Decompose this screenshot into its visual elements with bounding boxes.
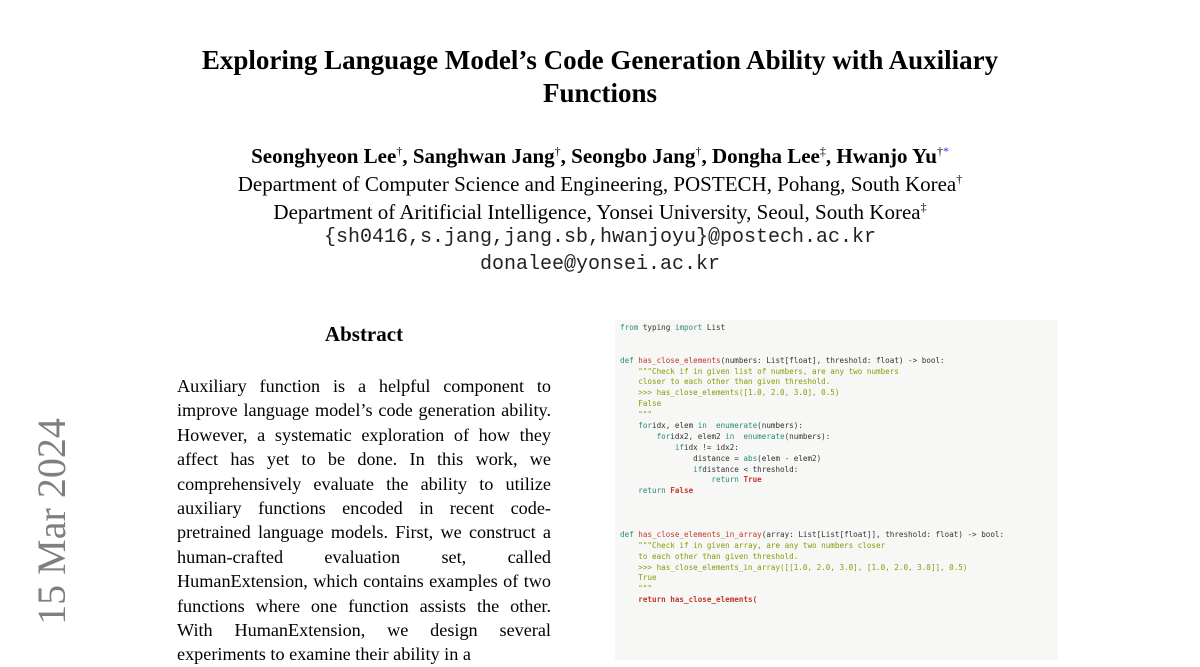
- code-token: if: [620, 464, 703, 474]
- code-token: """Check if in given array, are any two numbers closer: [620, 540, 886, 550]
- code-listing: [615, 320, 1058, 609]
- code-line: [620, 584, 1053, 595]
- affiliation-text: Department of Computer Science and Engineering, POSTECH, Pohang, South Korea: [237, 172, 957, 196]
- code-token: >>> has_close_elements([1.0, 2.0, 3.0], 0.5): [620, 388, 840, 398]
- code-line: [620, 334, 1053, 345]
- code-token: """: [620, 584, 653, 594]
- author-name: Seongbo Jang: [571, 144, 696, 168]
- code-token: idx, elem: [652, 421, 698, 431]
- code-token: in: [697, 421, 712, 431]
- code-token: for: [620, 421, 653, 431]
- arxiv-date-text: 15 Mar 2024: [28, 417, 74, 625]
- code-line: [620, 399, 1053, 410]
- abstract-text: Auxiliary function is a helpful component to improve language model’s code generation ability. However, a systematic exploration of how they affect has yet to be done. In this work, we comprehensively evaluate the ability to utilize auxiliary functions encoded in recent code-pretrained language models. First, we construct a human-crafted evaluation set, called HumanExtension, which contains examples of two functions where one function assists the other. With HumanExtension, we design several experiments to examine their ability in a: [177, 376, 551, 665]
- code-token: True: [620, 573, 657, 583]
- affiliation-2: [100, 193, 1100, 226]
- code-line: [620, 367, 1053, 378]
- code-line: [620, 563, 1053, 574]
- paper-title: [150, 44, 1050, 110]
- code-line: [620, 377, 1053, 388]
- affiliation-mark: †: [956, 172, 963, 186]
- affiliation-mark: ‡: [920, 200, 927, 214]
- code-token: idx2, elem2: [670, 431, 726, 441]
- code-figure: [615, 320, 1058, 660]
- code-token: List: [706, 323, 726, 332]
- code-token: from: [620, 323, 643, 332]
- code-token: return: [620, 486, 666, 496]
- code-token: distance =: [620, 453, 744, 463]
- code-token: has_close_elements_in_array: [638, 529, 762, 539]
- author-mark: ‡: [819, 144, 826, 158]
- email-postech: {sh0416,s.jang,jang.sb,hwanjoyu}@postech.ac.kr: [323, 226, 877, 249]
- code-line: [620, 410, 1053, 421]
- code-token: in: [725, 431, 739, 441]
- code-token: def: [620, 355, 639, 365]
- author-name: Seonghyeon Lee: [251, 144, 397, 168]
- code-token: (array: List[List[float]], threshold: float) -> bool:: [761, 529, 1005, 539]
- code-line: [620, 475, 1053, 486]
- code-token: False: [620, 399, 662, 409]
- corresponding-author-link[interactable]: *: [942, 144, 949, 158]
- code-token: to each other than given threshold.: [620, 551, 799, 561]
- code-token: if: [620, 442, 685, 452]
- code-line: [620, 432, 1053, 443]
- code-token: (elem - elem2): [757, 453, 822, 463]
- arxiv-date-stamp: [30, 414, 72, 628]
- code-line: [620, 323, 1053, 334]
- author-mark: †: [396, 144, 403, 158]
- code-token: (numbers):: [757, 421, 803, 431]
- code-line: [620, 552, 1053, 563]
- code-line: [620, 388, 1053, 399]
- code-line: [620, 356, 1053, 367]
- code-line: [620, 443, 1053, 454]
- author-mark: †: [554, 144, 561, 158]
- code-token: (numbers):: [784, 431, 831, 441]
- abstract-heading: Abstract: [324, 322, 404, 346]
- code-line: [620, 519, 1053, 530]
- code-token: typing: [642, 323, 675, 332]
- code-token: """Check if in given list of numbers, are any two numbers: [620, 366, 899, 376]
- code-token: distance < threshold:: [702, 464, 799, 474]
- code-line: [620, 497, 1053, 508]
- author-mark: †: [936, 144, 943, 158]
- code-token: """: [620, 410, 653, 420]
- author-name: Dongha Lee: [711, 144, 820, 168]
- code-line: [620, 465, 1053, 476]
- code-token: abs: [743, 453, 758, 463]
- code-token: has_close_elements: [638, 355, 721, 365]
- code-token: False: [665, 486, 694, 496]
- code-line: [620, 508, 1053, 519]
- code-line: [620, 486, 1053, 497]
- email-yonsei: donalee@yonsei.ac.kr: [479, 253, 721, 276]
- author-name: Sanghwan Jang: [412, 144, 555, 168]
- author-name: Hwanjo Yu: [836, 144, 937, 168]
- code-line: [620, 595, 1053, 606]
- code-token: closer to each other than given threshold.: [620, 377, 831, 387]
- code-line: [620, 421, 1053, 432]
- code-line: [620, 541, 1053, 552]
- paper-title-line-2: Functions: [542, 78, 658, 108]
- code-token: def: [620, 529, 639, 539]
- code-line: [620, 530, 1053, 541]
- code-token: >>> has_close_elements_in_array([[1.0, 2.0, 3.0], [1.0, 2.0, 3.0]], 0.5): [620, 562, 968, 572]
- code-token: enumerate: [738, 431, 785, 441]
- paper-title-line-1: Exploring Language Model’s Code Generation Ability with Auxiliary: [201, 45, 999, 75]
- code-line: [620, 454, 1053, 465]
- author-mark: †: [695, 144, 702, 158]
- code-token: import: [674, 323, 707, 332]
- code-token: return: [620, 475, 739, 485]
- code-token: return has_close_elements(: [620, 595, 758, 605]
- affiliation-text: Department of Aritificial Intelligence, Yonsei University, Seoul, South Korea: [273, 200, 921, 224]
- code-token: for: [620, 431, 671, 441]
- code-token: True: [738, 475, 762, 485]
- code-token: idx != idx2:: [684, 442, 739, 452]
- code-token: enumerate: [711, 421, 758, 431]
- author-list: Seonghyeon Lee†, Sanghwan Jang†, Seongbo Jang†, Dongha Lee‡, Hwanjo Yu†*: [251, 144, 949, 168]
- code-line: [620, 573, 1053, 584]
- code-token: (numbers: List[float], threshold: float) -> bool:: [720, 355, 945, 365]
- code-line: [620, 345, 1053, 356]
